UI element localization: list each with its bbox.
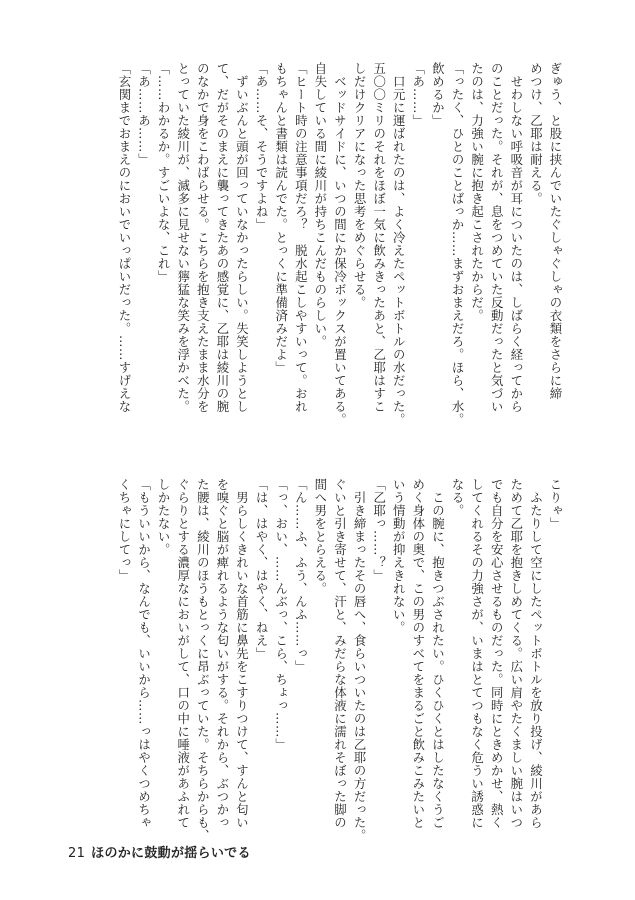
- text-line: ぐいと引き寄せて、汗と、みだらな体液に濡れそぼった脚の: [332, 478, 348, 829]
- text-line: た腰は、綾川のほうもとっくに昂ぶっていた。そちらからも、: [195, 478, 211, 842]
- text-line: 五〇〇ミリのそれをほぼ一気に飲みきったあと、乙耶はすこ: [371, 62, 387, 413]
- text-line: 「……わかるか。すごいよな、これ」: [156, 62, 172, 283]
- text-line: ぎゅう、と股に挟んでいたぐしゃぐしゃの衣類をさらに締: [548, 62, 563, 400]
- text-line: 「ん……ふ、ふう、んふ……っ」: [293, 478, 309, 673]
- text-line: いう情動が抑えきれない。: [391, 478, 407, 634]
- text-line: もちゃんと書類は読んでた。とっくに準備済みだよ」: [273, 62, 289, 374]
- text-line: くちゃにしてっ」: [116, 478, 132, 582]
- book-title: ほのかに鼓動が揺らいでる: [91, 846, 251, 861]
- text-line: 飲めるか」: [430, 62, 446, 127]
- text-line: 「玄関までおまえのにおいでいっぱいだった。……すげえな: [116, 62, 132, 413]
- text-line: ふたりして空にしたペットボトルを放り投げ、綾川があら: [528, 478, 544, 829]
- text-line: 「ヒート時の注意事項だろ？ 脱水起こしやすいって。おれ: [293, 62, 309, 413]
- text-line: 「もういいから、なんでも、いいから……っはやくつめちゃ: [136, 478, 152, 829]
- text-line: を嗅ぐと脳が痺れるような匂いがする。それから、ぶつかっ: [214, 478, 230, 829]
- page-footer: [68, 842, 251, 861]
- text-line: でも自分を安心させるものだった。同時にときめかせ、熱く: [489, 478, 505, 829]
- text-line: この腕に、抱きつぶされたい。ひくひくとはしたなくうご: [430, 478, 446, 829]
- text-line: しかたない。: [156, 478, 172, 556]
- text-block-lower: [95, 478, 565, 856]
- text-line: 「あ……あ……」: [136, 62, 152, 166]
- text-line: こりゃ」: [548, 478, 563, 530]
- text-line: 「は、はやく、はやく、ねえ」: [254, 478, 270, 660]
- text-line: してくれるその力強さが、いまはとてつもなく危うい誘惑に: [469, 478, 485, 829]
- text-line: 「っ、おい、……んぶっ、こら、ちょっ……」: [273, 478, 289, 751]
- text-line: たのは、力強い腕に抱き起こされたからだ。: [469, 62, 485, 322]
- text-block-upper: [95, 62, 565, 440]
- text-line: めく身体の奥で、この男のすべてをまるごと飲みこみたいと: [410, 478, 426, 829]
- text-line: て、だがそのまえに襲ってきたあの感覚に、乙耶は綾川の腕: [214, 62, 230, 413]
- text-line: ためて乙耶を抱きしめてくる。広い肩やたくましい腕はいつ: [508, 478, 524, 829]
- text-line: ぐらりとする濃厚なにおいがして、口の中に唾液があふれて: [175, 478, 191, 829]
- text-line: 引き締まったその唇へ、食らいついたのは乙耶の方だった。: [352, 478, 368, 842]
- text-line: とっていた綾川が、滅多に見せない獰猛な笑みを浮かべた。: [175, 62, 191, 413]
- text-line: のことだった。それが、息をつめていた反動だったと気づい: [489, 62, 505, 413]
- page-number: 21: [68, 846, 86, 861]
- text-line: 「ったく、ひとのことばっか……まずおまえだろ。ほら、水。: [450, 62, 466, 426]
- text-line: 「あ……そ、そうですよね」: [254, 62, 270, 231]
- text-line: 間へ男をとらえる。: [312, 478, 328, 595]
- text-line: のなかで身をこわばらせる。こちらを抱き支えたまま水分を: [195, 62, 211, 413]
- text-line: 口元に運ばれたのは、よく冷えたペットボトルの水だった。: [391, 62, 407, 426]
- text-line: 「あ……」: [410, 62, 426, 127]
- text-line: なる。: [450, 478, 466, 517]
- text-line: 自失している間に綾川が持ちこんだものらしい。: [312, 62, 328, 348]
- text-line: しだけクリアになった思考をめぐらせる。: [352, 62, 368, 309]
- text-line: せわしない呼吸音が耳についたのは、しばらく経ってから: [508, 62, 524, 413]
- text-line: 「乙耶っ……？」: [371, 478, 387, 582]
- text-line: ベッドサイドに、いつの間にか保冷ボックスが置いてある。: [332, 62, 348, 426]
- text-line: ずいぶんと頭が回っていなかったらしい。失笑しようとし: [234, 62, 250, 413]
- text-line: めつけ、乙耶は耐える。: [528, 62, 544, 205]
- text-line: 男らしくきれいな首筋に鼻先をこすりつけて、すんと匂い: [234, 478, 250, 829]
